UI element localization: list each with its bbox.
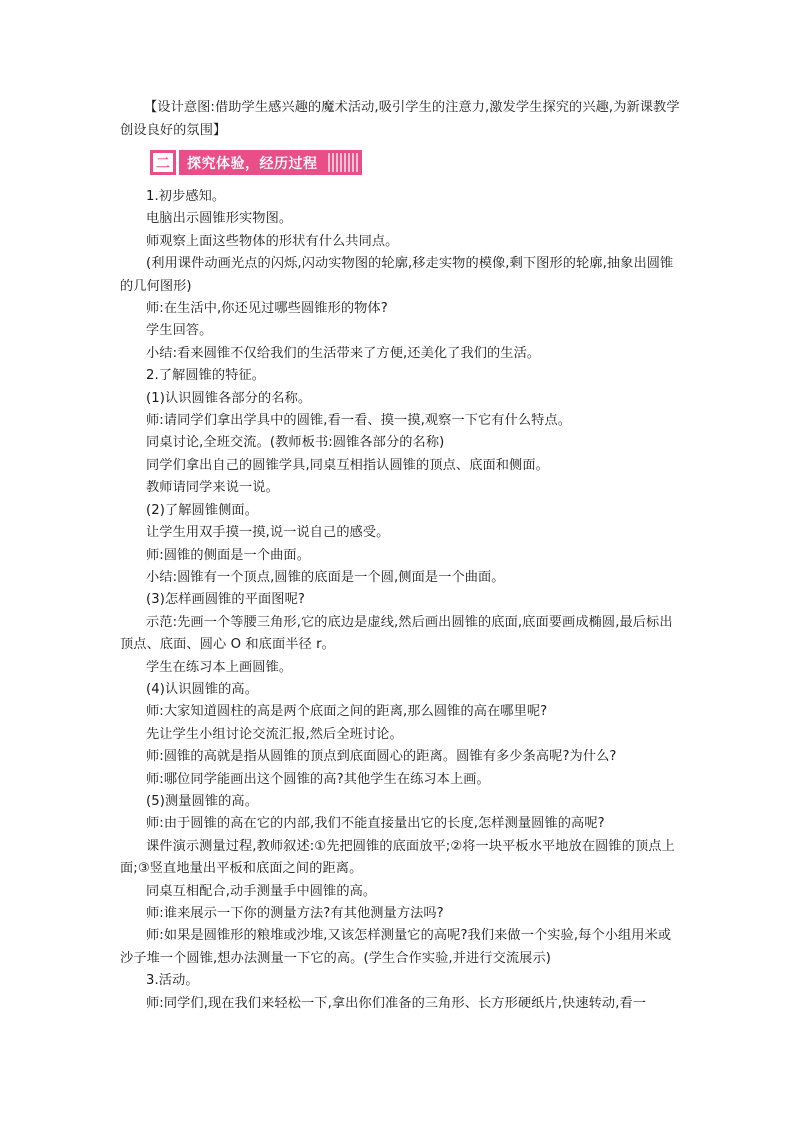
paragraph: 让学生用双手摸一摸,说一说自己的感受。	[146, 525, 390, 541]
paragraph: (5)测量圆锥的高。	[146, 793, 258, 809]
paragraph: (4)认识圆锥的高。	[146, 681, 258, 697]
paragraph: 电脑出示圆锥形实物图。	[146, 211, 293, 227]
section-number-box	[150, 150, 176, 175]
paragraph: 1.初步感知。	[146, 189, 226, 204]
paragraph: 教师请同学来说一说。	[146, 480, 279, 496]
paragraph: 师:哪位同学能画出这个圆锥的高?其他学生在练习本上画。	[146, 771, 490, 787]
section-title-box	[179, 150, 362, 175]
section-banner	[150, 150, 362, 175]
paragraph: 小结:圆锥有一个顶点,圆锥的底面是一个圆,侧面是一个曲面。	[146, 569, 505, 585]
paragraph: 师观察上面这些物体的形状有什么共同点。	[146, 233, 399, 249]
paragraph: 师:谁来展示一下你的测量方法?有其他测量方法吗?	[146, 906, 444, 921]
paragraph: 小结:看来圆锥不仅给我们的生活带来了方便,还美化了我们的生活。	[146, 345, 541, 361]
paragraph: 师:请同学们拿出学具中的圆锥,看一看、摸一摸,观察一下它有什么特点。	[146, 413, 572, 429]
paragraph: 同桌讨论,全班交流。(教师板书:圆锥各部分的名称)	[146, 435, 445, 451]
paragraph: (3)怎样画圆锥的平面图呢?	[146, 592, 305, 608]
paragraph: 2.了解圆锥的特征。	[146, 368, 266, 384]
banner-stripes-decoration	[328, 153, 358, 172]
paragraph: 学生在练习本上画圆锥。	[146, 659, 293, 675]
paragraph: (利用课件动画光点的闪烁,闪动实物图的轮廓,移走实物的模像,剩下图形的轮廓,抽象出圆锥的几何图形)	[120, 256, 674, 294]
paragraph: 师:在生活中,你还见过哪些圆锥形的物体?	[146, 301, 388, 317]
paragraph: (2)了解圆锥侧面。	[146, 502, 258, 518]
paragraph: 师:由于圆锥的高在它的内部,我们不能直接量出它的长度,怎样测量圆锥的高呢?	[146, 816, 605, 832]
paragraph: 师:如果是圆锥形的粮堆或沙堆,又该怎样测量它的高呢?我们来做一个实验,每个小组用米或沙子堆一个圆锥,想办法测量一下它的高。(学生合作实验,并进行交流展示)	[120, 928, 672, 966]
paragraph: 示范:先画一个等腰三角形,它的底边是虚线,然后画出圆锥的底面,底面要画成椭圆,最后标出顶点、底面、圆心 O 和底面半径 r。	[120, 614, 673, 653]
section-number: 二	[153, 153, 173, 172]
paragraph: 课件演示测量过程,教师叙述:①先把圆锥的底面放平;②将一块平板水平地放在圆锥的顶点上面;③竖直地量出平板和底面之间的距离。	[120, 838, 675, 877]
paragraph: 师:圆锥的侧面是一个曲面。	[146, 547, 310, 563]
design-intent-note: 【设计意图:借助学生感兴趣的魔术活动,吸引学生的注意力,激发学生探究的兴趣,为新课教学创设良好的氛围】	[120, 100, 680, 138]
section-title: 探究体验，经历过程	[187, 155, 318, 172]
paragraph: 学生回答。	[146, 323, 213, 339]
paragraph: 师:同学们,现在我们来轻松一下,拿出你们准备的三角形、长方形硬纸片,快速转动,看一	[146, 995, 647, 1011]
paragraph: 师:大家知道圆柱的高是两个底面之间的距离,那么圆锥的高在哪里呢?	[146, 704, 548, 720]
paragraph: 3.活动。	[146, 973, 199, 989]
lesson-body	[120, 186, 680, 1015]
paragraph: 师:圆锥的高就是指从圆锥的顶点到底面圆心的距离。圆锥有多少条高呢?为什么?	[146, 749, 617, 765]
paragraph: (1)认识圆锥各部分的名称。	[146, 390, 312, 406]
paragraph: 同桌互相配合,动手测量手中圆锥的高。	[146, 883, 377, 899]
paragraph: 同学们拿出自己的圆锥学具,同桌互相指认圆锥的顶点、底面和侧面。	[146, 457, 549, 473]
paragraph: 先让学生小组讨论交流汇报,然后全班讨论。	[146, 726, 403, 742]
